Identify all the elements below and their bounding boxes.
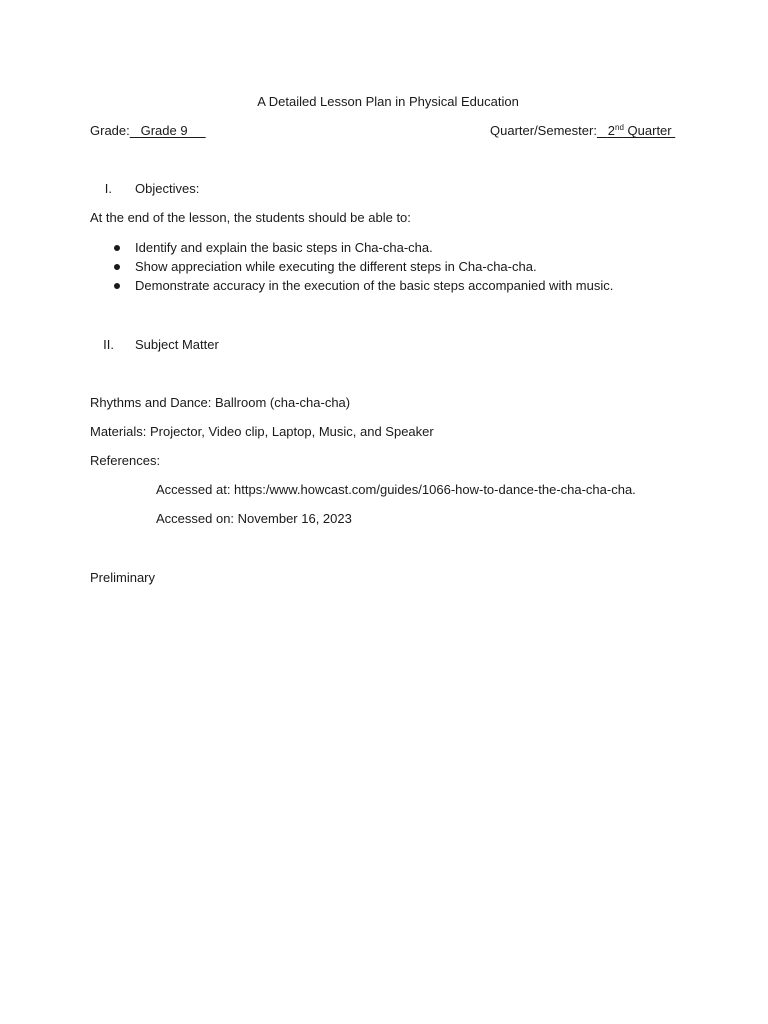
materials-line: Materials: Projector, Video clip, Laptop, Music, and Speaker — [90, 424, 434, 439]
references-label: References: — [90, 453, 161, 468]
objective-item: Demonstrate accuracy in the execution of the basic steps accompanied with music. — [135, 278, 614, 293]
bullet-icon — [112, 264, 122, 270]
section-number: I. — [104, 181, 112, 196]
bullet-icon — [112, 245, 122, 251]
quarter-superscript: nd — [615, 123, 624, 132]
quarter-field — [490, 123, 675, 139]
quarter-word: Quarter — [627, 123, 672, 138]
section-label: Subject Matter — [135, 337, 219, 352]
quarter-label: Quarter/Semester: — [490, 123, 597, 138]
grade-field — [90, 123, 206, 139]
objectives-intro: At the end of the lesson, the students should be able to: — [90, 210, 411, 225]
topic-line: Rhythms and Dance: Ballroom (cha-cha-cha) — [90, 395, 351, 410]
bullet-icon — [112, 283, 122, 289]
reference-date: Accessed on: November 16, 2023 — [156, 511, 352, 526]
grade-label: Grade: — [90, 123, 130, 138]
document-title: A Detailed Lesson Plan in Physical Education — [257, 94, 519, 109]
reference-url: Accessed at: https:/www.howcast.com/guides/1066-how-to-dance-the-cha-cha-cha. — [156, 482, 636, 497]
quarter-value-underline — [597, 123, 675, 138]
section-label: Objectives: — [135, 181, 200, 196]
quarter-number: 2 — [607, 123, 616, 138]
preliminary-heading: Preliminary — [90, 570, 156, 585]
objective-item: Identify and explain the basic steps in Cha-cha-cha. — [135, 240, 433, 255]
grade-value: Grade 9 — [140, 123, 188, 138]
objective-item: Show appreciation while executing the different steps in Cha-cha-cha. — [135, 259, 537, 274]
section-number: II. — [103, 337, 114, 352]
grade-value-underline — [130, 123, 206, 138]
